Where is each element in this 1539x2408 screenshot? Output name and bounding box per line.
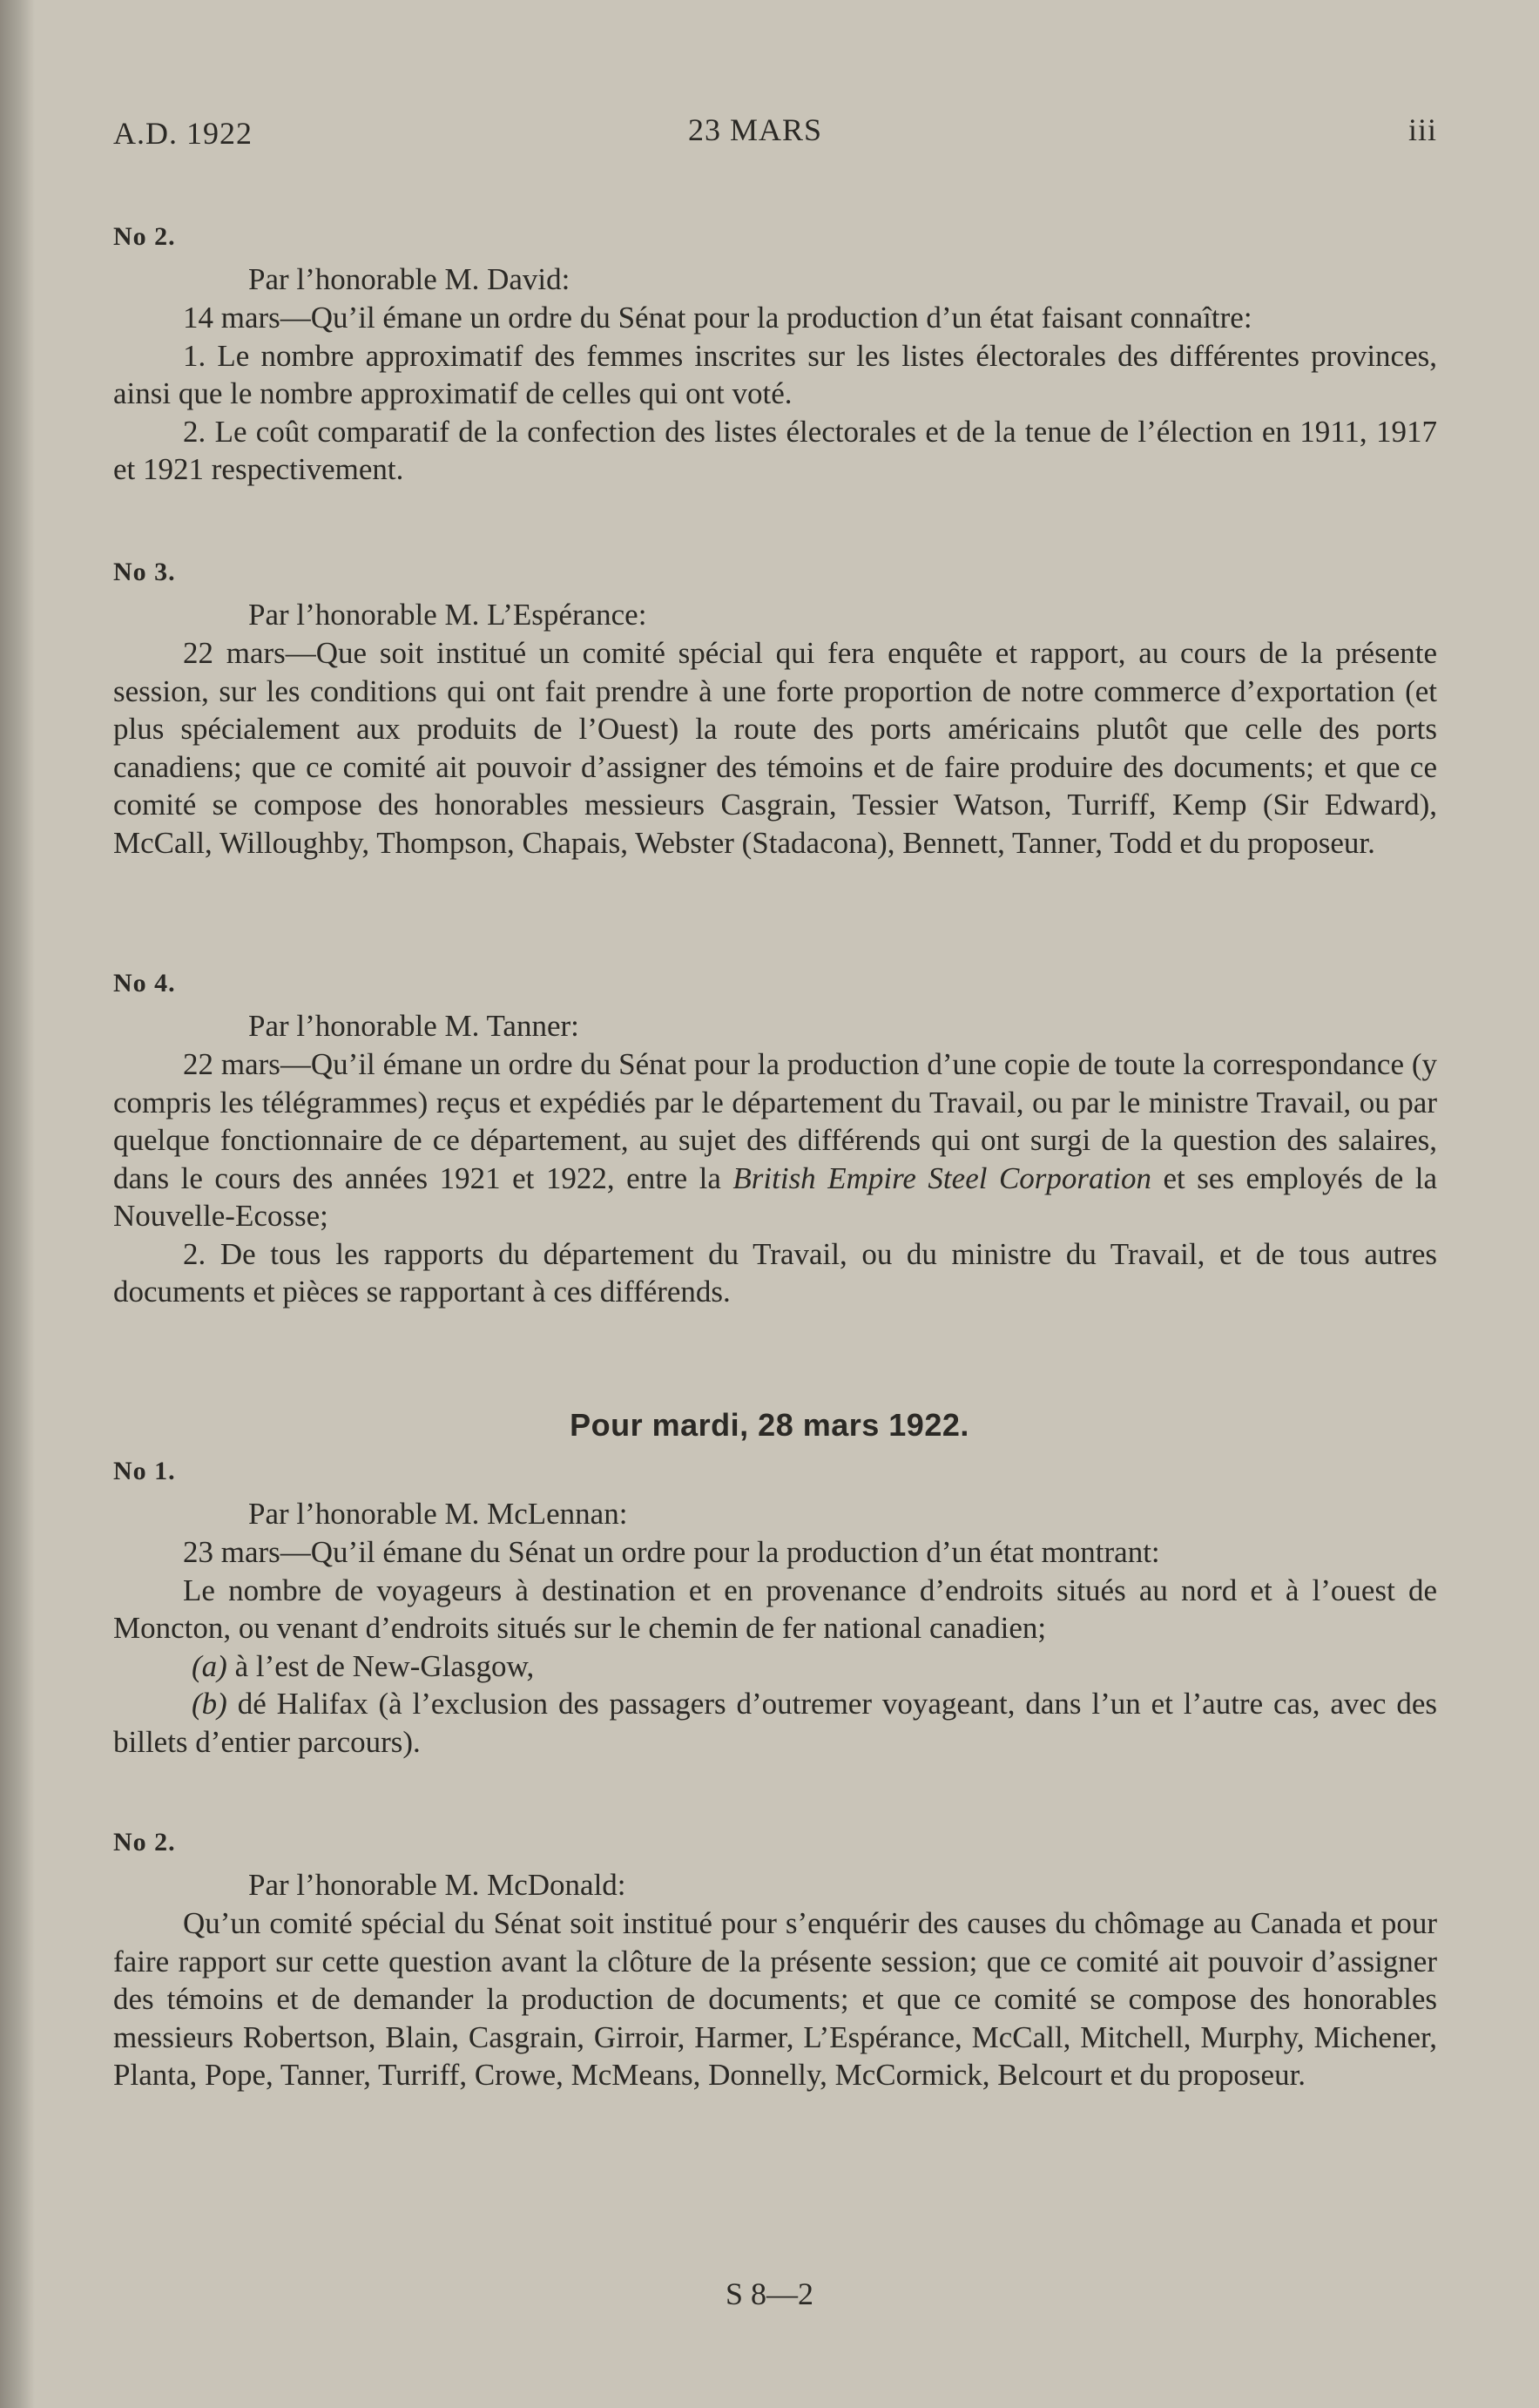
header-date: 23 MARS (688, 112, 823, 147)
motion-proposer: Par l’honorable M. David: (248, 262, 570, 296)
motion-no3-lesperance (113, 558, 1437, 862)
motion-paragraph: 2. De tous les rapports du département du Travail, ou du ministre du Travail, et de tous autres documents et pièces se rapportant à ces différends. (113, 1236, 1437, 1309)
page-header (113, 112, 1437, 159)
motion-subitem-b (113, 1685, 1437, 1761)
motion-paragraph: 2. Le coût comparatif de la confection des listes électorales et de la tenue de l’élection en 1911, 1917 et 1921 respectivement. (113, 414, 1437, 486)
motion-proposer: Par l’honorable M. McDonald: (248, 1868, 626, 1902)
motion-proposer: Par l’honorable M. L’Espérance: (248, 598, 647, 632)
motion-number: No 3. (113, 558, 176, 586)
motion-no2-mcdonald (113, 1828, 1437, 2094)
motion-no1-mclennan (113, 1457, 1437, 1761)
motion-paragraph (113, 1045, 1437, 1235)
motion-subitem-a (113, 1647, 1437, 1686)
motion-number: No 2. (113, 1828, 176, 1857)
page-binding-edge (0, 0, 35, 2408)
motion-proposer: Par l’honorable M. McLennan: (248, 1497, 628, 1531)
motion-proposer: Par l’honorable M. Tanner: (248, 1009, 579, 1043)
motion-paragraph: Qu’un comité spécial du Sénat soit institué pour s’enquérir des causes du chômage au Canada et pour faire rapport sur cette question avant la clôture de la présente session; que ce comité ait pouvoir d’assigner des témoins et de demander la production de documents; et que ce comité se compose des honorables messieurs Robertson, Blain, Casgrain, Girroir, Harmer, L’Espérance, McCall, Mitchell, Murphy, Michener, Planta, Pope, Tanner, Turriff, Crowe, McMeans, Donnelly, McCormick, Belcourt et du proposeur. (113, 1906, 1437, 2092)
motion-paragraph: 14 mars—Qu’il émane un ordre du Sénat pour la production d’un état faisant connaître: (183, 301, 1252, 335)
header-year: A.D. 1922 (113, 116, 253, 151)
section-title: Pour mardi, 28 mars 1922. (570, 1407, 969, 1443)
page-footer-signature: S 8—2 (725, 2276, 814, 2311)
subitem-label: (b) (192, 1687, 227, 1721)
motion-paragraph: 22 mars—Que soit institué un comité spécial qui fera enquête et rapport, au cours de la présente session, sur les conditions qui ont fait prendre à une forte proportion de notre commerce d’exportation (et plus spécialement aux produits de l’Ouest) la route des ports américains plutôt que celle des ports canadiens; que ce comité ait pouvoir d’assigner des témoins et de faire produire des documents; et que ce comité se compose des honorables messieurs Casgrain, Tessier Watson, Turriff, Kemp (Sir Edward), McCall, Willoughby, Thompson, Chapais, Webster (Stadacona), Bennett, Tanner, Todd et du proposeur. (113, 636, 1437, 860)
motion-text: 22 mars—Qu’il émane un ordre du Sénat pour la production d’une copie de toute la correspondance (y compris les télégrammes) reçus et expédiés par le département du Travail, ou par le ministre Travail, ou par quelque fonctionnaire de ce département, au sujet des différends qui ont surgi de la question des salaires, dans le cours des années 1921 et 1922, entre la (113, 1047, 1437, 1195)
subitem-label: (a) (192, 1648, 227, 1683)
motion-text: et ses employés de la Nouvelle-Ecosse; (113, 1160, 1437, 1233)
subitem-text: à l’est de New-Glasgow, (226, 1648, 535, 1683)
motion-no4-tanner (113, 969, 1437, 1311)
motion-paragraph: 1. Le nombre approximatif des femmes inscrites sur les listes électorales des différentes provinces, ainsi que le nombre approximatif de celles qui ont voté. (113, 338, 1437, 410)
motion-paragraph: Le nombre de voyageurs à destination et en provenance d’endroits situés au nord et à l’ouest de Moncton, ou venant d’endroits situés sur le chemin de fer national canadien; (113, 1573, 1437, 1645)
motion-number: No 1. (113, 1457, 176, 1485)
header-page-number: iii (1407, 112, 1437, 147)
motion-paragraph: 23 mars—Qu’il émane du Sénat un ordre pour la production d’un état montrant: (183, 1535, 1160, 1569)
motion-number: No 4. (113, 969, 176, 998)
company-name: British Empire Steel Corporation (732, 1160, 1151, 1195)
motion-number: No 2. (113, 222, 176, 251)
subitem-text: dé Halifax (à l’exclusion des passagers d’outremer voyageant, dans l’un et l’autre cas, avec des billets d’entier parcours). (113, 1687, 1437, 1759)
motion-no2-david (113, 222, 1437, 489)
